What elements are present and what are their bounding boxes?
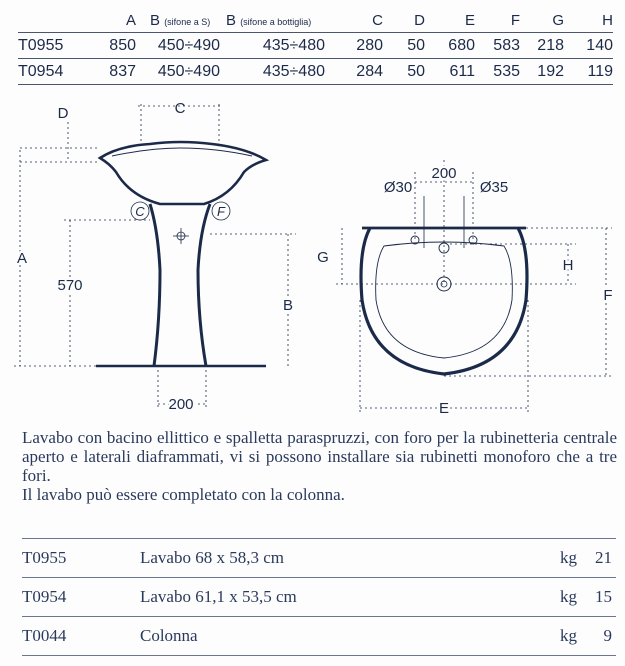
- label-c-top: C: [174, 100, 186, 117]
- table-cell: 535: [475, 59, 520, 85]
- weight-unit: kg: [560, 626, 577, 645]
- drain-hole: [437, 277, 451, 291]
- product-list: [22, 538, 616, 656]
- label-h: H: [562, 257, 574, 274]
- table-cell: 284: [325, 59, 383, 85]
- table-cell: 140: [564, 33, 613, 59]
- list-item: [22, 578, 616, 617]
- label-e: E: [438, 400, 450, 417]
- table-cell: 837: [78, 59, 136, 85]
- table-cell: T0954: [18, 59, 78, 85]
- table-cell: T0955: [18, 33, 78, 59]
- table-cell: 218: [520, 33, 564, 59]
- header-cell: F: [510, 11, 520, 29]
- product-weight: 9: [603, 626, 612, 645]
- label-hole-right: Ø35: [479, 179, 509, 196]
- product-code: T0044: [22, 626, 67, 645]
- header-cell: E: [464, 11, 475, 29]
- basin-inner: [376, 242, 513, 358]
- technical-drawing: [0, 100, 625, 422]
- list-item: [22, 539, 616, 578]
- weight-unit: kg: [560, 548, 577, 567]
- dimensions-table: [18, 8, 613, 85]
- header-cell: C: [372, 11, 383, 29]
- table-cell: 850: [78, 33, 136, 59]
- table-cell: 50: [383, 59, 425, 85]
- table-cell: 450÷490: [136, 59, 220, 85]
- label-circle-c: C: [135, 204, 145, 219]
- table-cell: 450÷490: [136, 33, 220, 59]
- label-b: B: [282, 297, 294, 314]
- table-cell: 611: [425, 59, 475, 85]
- table-cell: 583: [475, 33, 520, 59]
- label-hole-left: Ø30: [383, 179, 413, 196]
- table-cell: 192: [520, 59, 564, 85]
- label-a: A: [16, 250, 28, 267]
- product-name: Lavabo 68 x 58,3 cm: [140, 548, 284, 567]
- label-200-top: 200: [431, 165, 457, 182]
- table-cell: 435÷480: [220, 33, 325, 59]
- header-cell: [18, 8, 78, 33]
- table-cell: 50: [383, 33, 425, 59]
- weight-unit: kg: [560, 587, 577, 606]
- label-f: F: [603, 287, 613, 304]
- header-cell: B (sifone a bottiglia): [226, 11, 312, 29]
- table-row: [18, 33, 613, 59]
- product-weight: 21: [595, 548, 612, 567]
- description-paragraph: Lavabo con bacino ellittico e spalletta paraspruzzi, con foro per la rubinetteria centrale aperto e laterali diaframmati, vi si possono installare sia rubinetti monoforo che a tre fori.: [22, 428, 617, 485]
- table-row: [18, 59, 613, 85]
- product-name: Colonna: [140, 626, 198, 645]
- header-cell: A: [125, 11, 136, 29]
- table-header-row: [18, 8, 613, 33]
- table-cell: 119: [564, 59, 613, 85]
- table-cell: 680: [425, 33, 475, 59]
- top-view: [336, 160, 612, 414]
- product-weight: 15: [595, 587, 612, 606]
- description-note: Il lavabo può essere completato con la colonna.: [22, 485, 345, 504]
- header-cell: G: [552, 11, 564, 29]
- side-view: [14, 104, 296, 410]
- label-570: 570: [57, 277, 83, 294]
- header-cell: H: [602, 11, 613, 29]
- header-cell: B (sifone a S): [150, 11, 211, 29]
- pedestal-right-edge: [198, 204, 210, 366]
- product-code: T0954: [22, 587, 67, 606]
- product-code: T0955: [22, 548, 67, 567]
- table-cell: 280: [325, 33, 383, 59]
- label-200-side: 200: [168, 396, 194, 413]
- product-name: Lavabo 61,1 x 53,5 cm: [140, 587, 297, 606]
- list-item: [22, 617, 616, 656]
- label-d: D: [57, 105, 69, 122]
- basin-outline: [361, 228, 527, 374]
- pedestal-left-edge: [150, 204, 160, 366]
- basin-body: [100, 142, 266, 204]
- product-description: [22, 428, 617, 504]
- label-circle-f: F: [217, 204, 225, 219]
- table-cell: 435÷480: [220, 59, 325, 85]
- header-cell: D: [414, 11, 425, 29]
- label-g: G: [317, 249, 329, 266]
